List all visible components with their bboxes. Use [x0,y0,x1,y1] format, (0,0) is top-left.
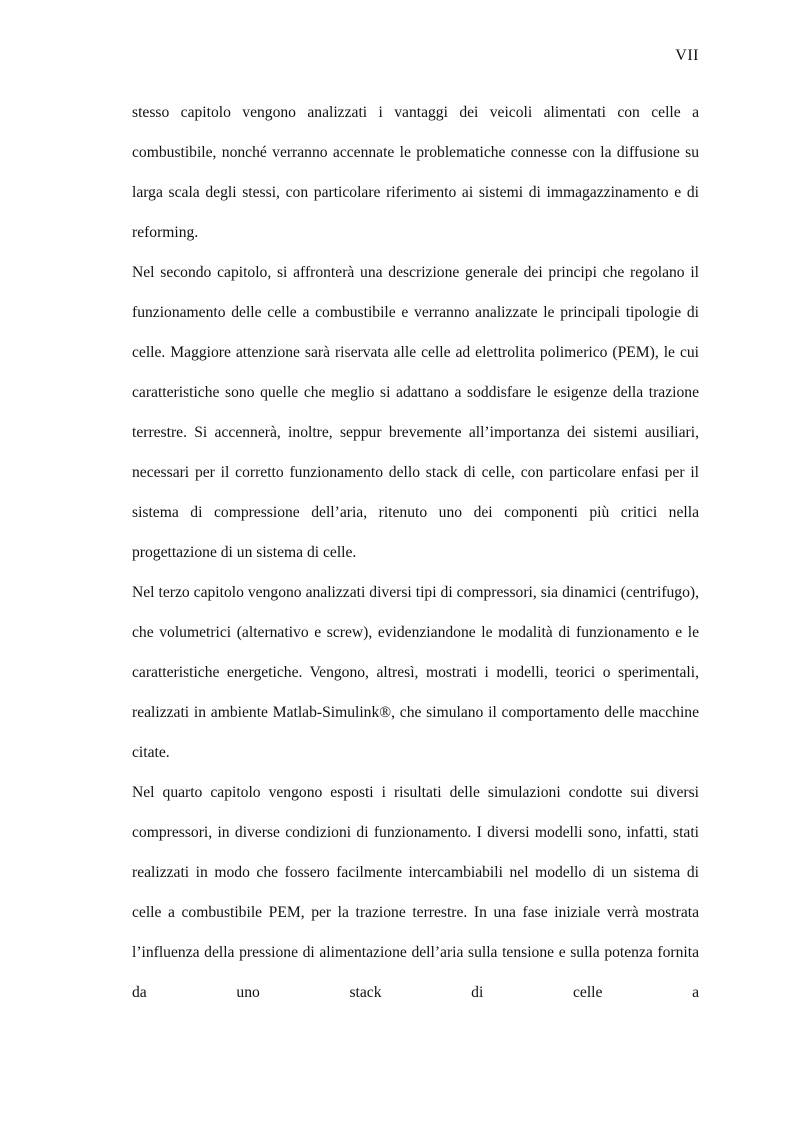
paragraph-3: Nel terzo capitolo vengono analizzati diversi tipi di compressori, sia dinamici (centrifugo), che volumetrici (alternativo e screw), evidenziandone le modalità di funzionamento e le caratteristiche energetiche. Vengono, altresì, mostrati i modelli, teorici o sperimentali, realizzati in ambiente Matlab-Simulink®, che simulano il comportamento delle macchine citate. [132,584,699,761]
paragraph-4: Nel quarto capitolo vengono esposti i risultati delle simulazioni condotte sui diversi compressori, in diverse condizioni di funzionamento. I diversi modelli sono, infatti, stati realizzati in modo che fossero facilmente intercambiabili nel modello di un sistema di celle a combustibile PEM, per la trazione terrestre. In una fase iniziale verrà mostrata l’influenza della pressione di alimentazione dell’aria sulla tensione e sulla potenza fornita da uno stack di celle a [132,784,699,1001]
body-text [132,93,699,1013]
paragraph-2: Nel secondo capitolo, si affronterà una descrizione generale dei principi che regolano il funzionamento delle celle a combustibile e verranno analizzate le principali tipologie di celle. Maggiore attenzione sarà riservata alle celle ad elettrolita polimerico (PEM), le cui caratteristiche sono quelle che meglio si adattano a soddisfare le esigenze della trazione terrestre. Si accennerà, inoltre, seppur brevemente all’importanza dei sistemi ausiliari, necessari per il corretto funzionamento dello stack di celle, con particolare enfasi per il sistema di compressione dell’aria, ritenuto uno dei componenti più critici nella progettazione di un sistema di celle. [132,264,699,561]
page-number: VII [675,47,699,64]
paragraph-1: stesso capitolo vengono analizzati i vantaggi dei veicoli alimentati con celle a combustibile, nonché verranno accennate le problematiche connesse con la diffusione su larga scala degli stessi, con particolare riferimento ai sistemi di immagazzinamento e di reforming. [132,104,699,241]
